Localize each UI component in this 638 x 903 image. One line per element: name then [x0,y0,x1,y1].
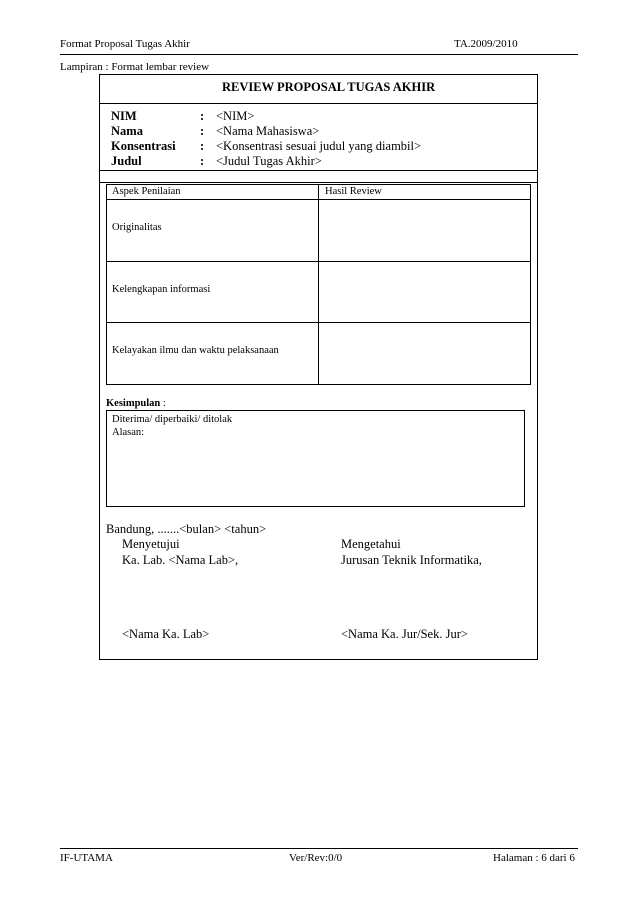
acknowledger-role: Mengetahui [341,537,401,551]
field-colon: : [200,124,205,138]
table-header-aspect: Aspek Penilaian [112,186,181,197]
table-header-result: Hasil Review [325,186,382,197]
field-label-judul: Judul [111,154,142,168]
form-title: REVIEW PROPOSAL TUGAS AKHIR [222,80,436,94]
table-row-divider [106,322,531,323]
column-divider [318,184,319,385]
table-row-aspect: Kelayakan ilmu dan waktu pelaksanaan [112,345,279,356]
table-header-divider [106,199,531,200]
footer-center: Ver/Rev:0/0 [289,852,343,864]
field-colon: : [200,154,205,168]
footer-left: IF-UTAMA [60,852,113,864]
place-date: Bandung, .......<bulan> <tahun> [106,522,267,536]
acknowledger-name: <Nama Ka. Jur/Sek. Jur> [341,627,468,641]
header-left: Format Proposal Tugas Akhir [60,38,190,50]
identity-divider [99,170,538,171]
field-colon: : [200,139,205,153]
field-label-nim: NIM [111,109,137,123]
table-row-aspect: Kelengkapan informasi [112,284,211,295]
attachment-label: Lampiran : Format lembar review [60,61,210,73]
approver-name: <Nama Ka. Lab> [122,627,210,641]
approver-title: Ka. Lab. <Nama Lab>, [122,553,239,567]
identity-divider-2 [99,182,538,183]
conclusion-options: Diterima/ diperbaiki/ ditolak [112,414,233,425]
field-value-nim: <NIM> [216,109,255,123]
field-label-konsentrasi: Konsentrasi [111,139,176,153]
conclusion-heading [106,398,166,409]
footer-right: Halaman : 6 dari 6 [493,852,575,864]
header-rule [60,54,578,55]
field-value-nama: <Nama Mahasiswa> [216,124,320,138]
field-label-nama: Nama [111,124,143,138]
approver-role: Menyetujui [122,537,180,551]
conclusion-label: Kesimpulan [106,398,161,409]
field-value-judul: <Judul Tugas Akhir> [216,154,322,168]
title-divider [99,103,538,104]
field-colon: : [200,109,205,123]
field-value-konsentrasi: <Konsentrasi sesuai judul yang diambil> [216,139,422,153]
acknowledger-title: Jurusan Teknik Informatika, [341,553,482,567]
footer-rule [60,848,578,849]
conclusion-reason-label: Alasan: [112,427,145,438]
table-row-divider [106,261,531,262]
table-row-aspect: Originalitas [112,222,162,233]
conclusion-colon: : [160,398,166,409]
header-right: TA.2009/2010 [454,38,518,50]
